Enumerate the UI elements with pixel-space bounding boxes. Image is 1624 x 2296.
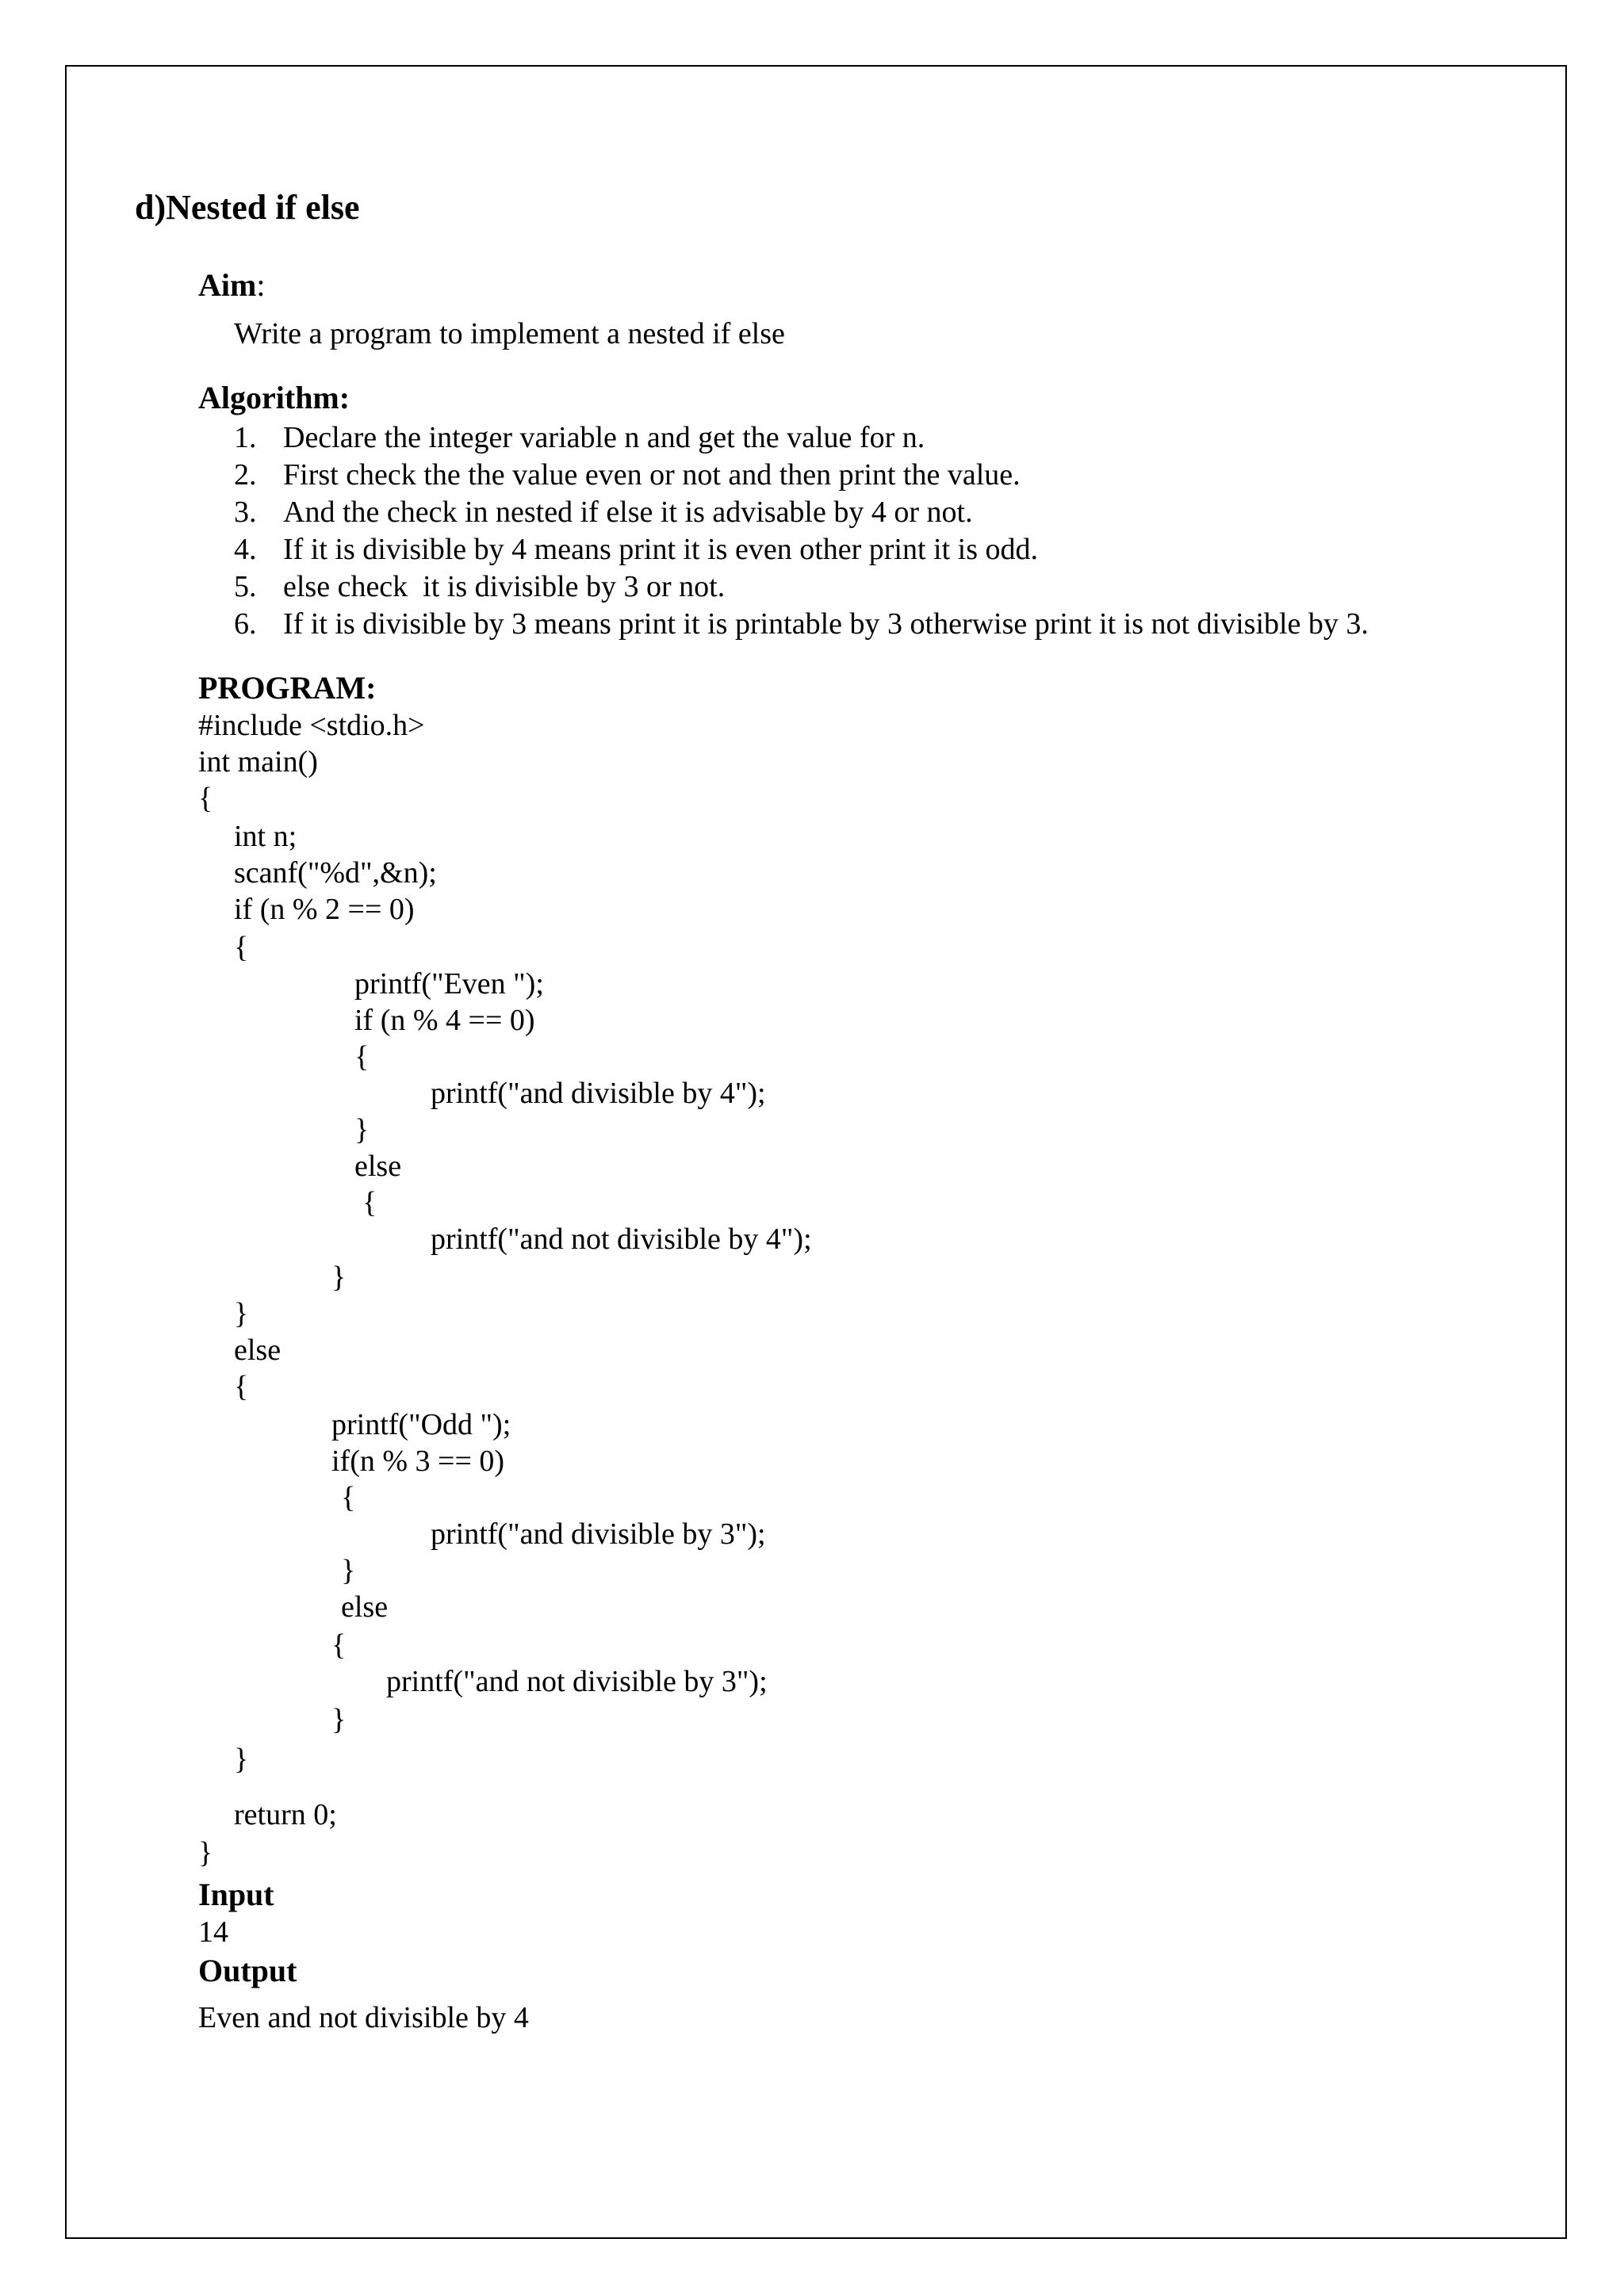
code-line: printf("and divisible by 3");	[431, 1517, 766, 1551]
code-line: if (n % 4 == 0)	[354, 1004, 535, 1037]
code-line: scanf("%d",&n);	[234, 856, 437, 890]
algorithm-step-number: 1.	[234, 421, 257, 454]
code-line: printf("and not divisible by 4");	[431, 1223, 812, 1256]
code-line: #include <stdio.h>	[198, 709, 425, 742]
code-line: {	[362, 1186, 377, 1219]
aim-text: Write a program to implement a nested if else	[234, 317, 785, 350]
algorithm-step-number: 6.	[234, 607, 257, 641]
code-line: {	[341, 1481, 356, 1514]
aim-colon: :	[256, 267, 266, 303]
code-line: {	[234, 1370, 249, 1403]
code-line: else	[341, 1590, 389, 1624]
code-line: {	[198, 782, 213, 815]
aim-heading	[198, 267, 266, 303]
algorithm-step-text: Declare the integer variable n and get the value for n.	[283, 421, 925, 454]
output-value: Even and not divisible by 4	[198, 2001, 529, 2034]
code-line: {	[354, 1040, 370, 1073]
code-line: printf("Even ");	[354, 967, 544, 1001]
algorithm-step-number: 2.	[234, 458, 257, 492]
code-line: }	[331, 1703, 347, 1736]
code-line: int main()	[198, 745, 318, 779]
code-line: }	[198, 1836, 213, 1869]
algorithm-step-text: First check the the value even or not and then print the value.	[283, 458, 1021, 492]
input-value: 14	[198, 1915, 228, 1949]
section-title: d)Nested if else	[135, 188, 360, 227]
code-line: if (n % 2 == 0)	[234, 893, 415, 926]
output-heading: Output	[198, 1953, 297, 1988]
code-line: else	[234, 1334, 282, 1367]
code-line: }	[331, 1261, 347, 1294]
program-heading: PROGRAM:	[198, 670, 377, 706]
code-line: }	[234, 1743, 249, 1776]
code-line: {	[331, 1628, 347, 1662]
code-line: printf("and divisible by 4");	[431, 1077, 766, 1110]
code-line: }	[354, 1113, 370, 1146]
aim-heading-label: Aim	[198, 267, 257, 303]
code-line: printf("Odd ");	[331, 1408, 511, 1441]
code-line: }	[341, 1554, 356, 1587]
algorithm-step-number: 5.	[234, 570, 257, 603]
code-line: int n;	[234, 820, 297, 853]
code-line: else	[354, 1150, 402, 1183]
code-line: {	[234, 931, 249, 964]
code-line: printf("and not divisible by 3");	[386, 1665, 768, 1698]
algorithm-step-text: If it is divisible by 4 means print it is even other print it is odd.	[283, 533, 1039, 566]
algorithm-step-text: And the check in nested if else it is advisable by 4 or not.	[283, 496, 973, 529]
algorithm-heading: Algorithm:	[198, 380, 350, 415]
code-line: if(n % 3 == 0)	[331, 1445, 505, 1478]
code-line: }	[234, 1297, 249, 1330]
algorithm-step-text: else check it is divisible by 3 or not.	[283, 570, 726, 603]
algorithm-step-number: 3.	[234, 496, 257, 529]
input-heading: Input	[198, 1877, 274, 1912]
code-line: return 0;	[234, 1798, 337, 1831]
algorithm-step-text: If it is divisible by 3 means print it is printable by 3 otherwise print it is not divisible by 3.	[283, 607, 1369, 641]
algorithm-step-number: 4.	[234, 533, 257, 566]
